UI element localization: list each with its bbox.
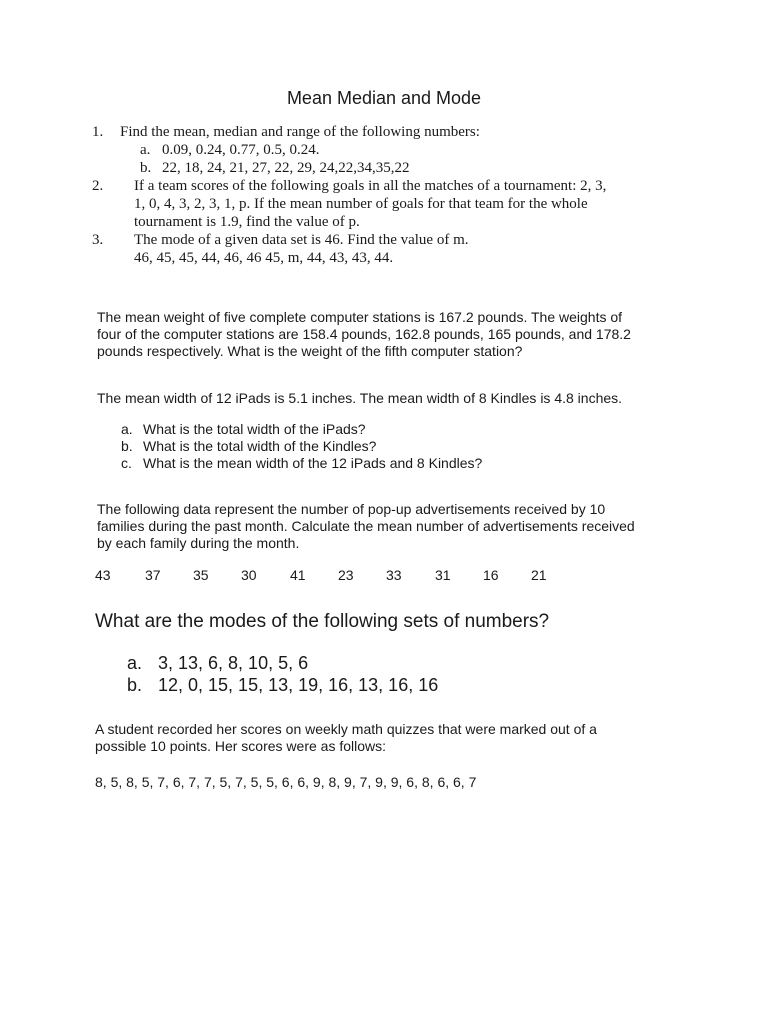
ipads-item-c: [121, 455, 482, 472]
ads-line-1: The following data represent the number of pop-up advertisements received by 10: [97, 501, 606, 517]
ads-value: 35: [193, 567, 209, 583]
question-1b-text: 22, 18, 24, 21, 27, 22, 29, 24,22,34,35,22: [162, 160, 410, 176]
page-title: Mean Median and Mode: [286, 88, 482, 108]
modes-item-b-text: 12, 0, 15, 15, 13, 19, 16, 13, 16, 16: [158, 675, 439, 695]
ipads-item-b-letter: b.: [121, 438, 133, 454]
ipads-item-a-letter: a.: [121, 421, 133, 437]
ads-value: 33: [386, 567, 402, 583]
ipads-item-b-text: What is the total width of the Kindles?: [143, 438, 377, 454]
computer-line-3: pounds respectively. What is the weight of the fifth computer station?: [97, 343, 523, 359]
question-2-line-2: 1, 0, 4, 3, 2, 3, 1, p. If the mean number of goals for that team for the whole: [134, 196, 588, 212]
modes-item-b: [127, 674, 438, 696]
ads-value: 23: [338, 567, 354, 583]
quizzes-line-1: A student recorded her scores on weekly math quizzes that were marked out of a: [95, 721, 597, 737]
computer-problem: [97, 309, 631, 360]
question-1-number: 1.: [92, 124, 104, 140]
ads-line-3: by each family during the month.: [97, 535, 300, 551]
computer-line-2: four of the computer stations are 158.4 pounds, 162.8 pounds, 165 pounds, and 178.2: [97, 326, 631, 342]
ads-value: 16: [483, 567, 499, 583]
quizzes-problem: [95, 721, 597, 755]
question-1a-letter: a.: [140, 142, 151, 158]
ipads-item-a-text: What is the total width of the iPads?: [143, 421, 366, 437]
ads-value: 37: [145, 567, 161, 583]
modes-item-b-letter: b.: [127, 675, 143, 695]
modes-question: What are the modes of the following sets of numbers?: [95, 611, 550, 632]
ads-value: 41: [290, 567, 306, 583]
question-3-number: 3.: [92, 232, 104, 248]
ipads-intro: The mean width of 12 iPads is 5.1 inches. The mean width of 8 Kindles is 4.8 inches.: [97, 390, 623, 406]
ipads-item-a: [121, 421, 482, 438]
question-3-line-2: 46, 45, 45, 44, 46, 46 45, m, 44, 43, 43, 44.: [134, 250, 394, 266]
ads-value: 31: [435, 567, 451, 583]
ipads-list: [121, 421, 482, 472]
question-1b-letter: b.: [140, 160, 152, 176]
question-2-line-1: If a team scores of the following goals in all the matches of a tournament: 2, 3,: [134, 178, 607, 194]
computer-line-1: The mean weight of five complete computer stations is 167.2 pounds. The weights of: [97, 309, 623, 325]
ads-value: 21: [531, 567, 547, 583]
quizzes-line-2: possible 10 points. Her scores were as follows:: [95, 738, 387, 754]
modes-item-a-letter: a.: [127, 653, 143, 673]
question-1-text: Find the mean, median and range of the following numbers:: [120, 124, 480, 140]
ads-value: 43: [95, 567, 111, 583]
modes-list: [127, 652, 438, 696]
ads-problem: [97, 501, 635, 552]
ipads-item-b: [121, 438, 482, 455]
ipads-item-c-text: What is the mean width of the 12 iPads and 8 Kindles?: [143, 455, 483, 471]
question-2-line-3: tournament is 1.9, find the value of p.: [134, 214, 360, 230]
ipads-item-c-letter: c.: [121, 455, 132, 471]
question-1a-text: 0.09, 0.24, 0.77, 0.5, 0.24.: [162, 142, 320, 158]
ads-line-2: families during the past month. Calculate the mean number of advertisements received: [97, 518, 635, 534]
ads-value: 30: [241, 567, 257, 583]
question-3-line-1: The mode of a given data set is 46. Find the value of m.: [134, 232, 469, 248]
modes-item-a: [127, 652, 438, 674]
quizzes-scores: 8, 5, 8, 5, 7, 6, 7, 7, 5, 7, 5, 5, 6, 6, 9, 8, 9, 7, 9, 9, 6, 8, 6, 6, 7: [95, 774, 477, 790]
modes-item-a-text: 3, 13, 6, 8, 10, 5, 6: [158, 653, 309, 673]
question-2-number: 2.: [92, 178, 104, 194]
